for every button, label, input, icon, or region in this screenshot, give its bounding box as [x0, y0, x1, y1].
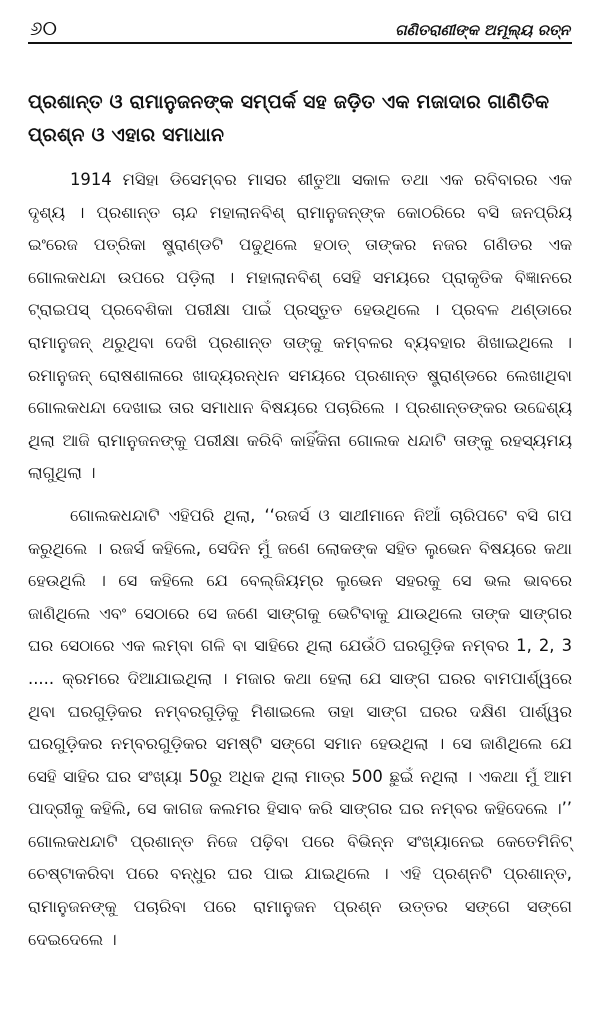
section-heading: ପ୍ରଶାନ୍ତ ଓ ରାମାନୁଜନଙ୍କ ସମ୍ପର୍କ ସହ ଜଡ଼ିତ ଏକ ମଜାଦାର ଗାଣିତିକ ପ୍ରଶ୍ନ ଓ ଏହାର ସମାଧାନ	[28, 91, 550, 146]
page-number: ୬୦	[30, 16, 58, 40]
paragraph-intro: 1914 ମସିହା ଡିସେମ୍ବର ମାସର ଶୀତୁଆ ସକାଳ ତଥା ଏକ ରବିବାରର ଏକ ଦୃଶ୍ୟ । ପ୍ରଶାନ୍ତ ଚାନ୍ଦ ମହାଲାନବିଶ୍ ରାମାନୁଜନ୍‌ଙ୍କ କୋଠରିରେ ବସି ଜନପ୍ରିୟ ଇଂରେଜ ପତ୍ରିକା ଷ୍ଟ୍ରାଣ୍ଡଟି ପଢୁଥିଲେ ହଠାତ୍ ତାଙ୍କର ନଜର ଗଣିତର ଏକ ଗୋଲକଧନ୍ଦା ଉପରେ ପଡ଼ିଲା । ମହାଲାନବିଶ୍ ସେହି ସମୟରେ ପ୍ରାକୃତିକ ବିଜ୍ଞାନରେ ଟ୍ରାଇପସ୍ ପ୍ରବେଶିକା ପରୀକ୍ଷା ପାଇଁ ପ୍ରସ୍ତୁତ ହେଉଥିଲେ । ପ୍ରବଳ ଥଣ୍ଡାରେ ରାମାନୁଜନ୍ ଥରୁଥିବା ଦେଖି ପ୍ରଶାନ୍ତ ତାଙ୍କୁ କମ୍ବଳର ବ୍ୟବହାର ଶିଖାଇଥିଲେ । ରମାନୁଜନ୍ ରୋଷଶାଳାରେ ଖାଦ୍ୟରନ୍ଧନ ସମୟରେ ପ୍ରଶାନ୍ତ ଷ୍ଟ୍ରାଣ୍ଡରେ ଲେଖାଥିବା ଗୋଲକଧନ୍ଦା ଦେଖାଇ ତାର ସମାଧାନ ବିଷୟରେ ପଚାରିଲେ । ପ୍ରଶାନ୍ତଙ୍କର ଉଦ୍ଦେଶ୍ୟ ଥିଲା ଆଜି ରାମାନୁଜନଙ୍କୁ ପରୀକ୍ଷା କରିବି କାହିଁକିନା ଗୋଲକ ଧନ୍ଦାଟି ତାଙ୍କୁ ରହସ୍ୟମୟ ଲାଗୁଥିଲା ।	[28, 170, 572, 483]
running-header	[28, 12, 572, 44]
paragraph-puzzle: ଗୋଲକଧନ୍ଦାଟି ଏହିପରି ଥିଲା, ‘‘ରଜର୍ସ ଓ ସାଥୀମାନେ ନିଆଁ ଚାରିପଟେ ବସି ଗପ କରୁଥିଲେ । ରଜର୍ସ କହିଲେ, ସେଦିନ ମୁଁ ଜଣେ ଲୋକଙ୍କ ସହିତ ଲୁଭେନ ବିଷୟରେ କଥା ହେଉଥିଲି । ସେ କହିଲେ ଯେ ବେଲ୍‌ଜିୟମ୍‌ର ଲୁଭେନ ସହରକୁ ସେ ଭଲ ଭାବରେ ଜାଣିଥିଲେ ଏବଂ ସେଠାରେ ସେ ଜଣେ ସାଙ୍ଗକୁ ଭେଟିବାକୁ ଯାଉଥିଲେ ତାଙ୍କ ସାଙ୍ଗର ଘର ସେଠାରେ ଏକ ଲମ୍ବା ଗଳି ବା ସାହିରେ ଥିଲା ଯେଉଁଠି ଘରଗୁଡ଼ିକ ନମ୍ବର 1, 2, 3 ..... କ୍ରମରେ ଦିଆଯାଇଥିଲା । ମଜାର କଥା ହେଲା ଯେ ସାଙ୍ଗ ଘରର ବାମପାର୍ଶ୍ୱରେ ଥିବା ଘରଗୁଡ଼ିକର ନମ୍ବରଗୁଡ଼ିକୁ ମିଶାଇଲେ ତାହା ସାଙ୍ଗ ଘରର ଦକ୍ଷିଣ ପାର୍ଶ୍ୱର ଘରଗୁଡ଼ିକର ନମ୍ବରଗୁଡ଼ିକର ସମଷ୍ଟି ସଙ୍ଗେ ସମାନ ହେଉଥିଲା । ସେ ଜାଣିଥିଲେ ଯେ ସେହି ସାହିର ଘର ସଂଖ୍ୟା 50ରୁ ଅଧିକ ଥିଲା ମାତ୍ର 500 ଛୁଇଁ ନଥିଲା । ଏକଥା ମୁଁ ଆମ ପାଦ୍ରୀକୁ କହିଲି, ସେ କାଗଜ କଲମର ହିସାବ କରି ସାଙ୍ଗର ଘର ନମ୍ବର କହିଦେଲେ ।’’ ଗୋଲକଧନ୍ଦାଟି ପ୍ରଶାନ୍ତ ନିଜେ ପଢ଼ିବା ପରେ ବିଭିନ୍ନ ସଂଖ୍ୟାନେଇ କେତେମିନିଟ୍ ଚେଷ୍ଟାକରିବା ପରେ ବନ୍ଧୁର ଘର ପାଇ ଯାଇଥିଲେ । ଏହି ପ୍ରଶ୍ନଟି ପ୍ରଶାନ୍ତ, ରାମାନୁଜନଙ୍କୁ ପଚାରିବା ପରେ ରାମାନୁଜନ ପ୍ରଶ୍ନ ଉତ୍ତର ସଙ୍ଗେ ସଙ୍ଗେ ଦେଇଦେଲେ ।	[28, 505, 572, 949]
book-title: ଗଣିତରାଣୀଙ୍କ ଅମୂଲ୍ୟ ରତ୍ନ	[395, 21, 570, 39]
